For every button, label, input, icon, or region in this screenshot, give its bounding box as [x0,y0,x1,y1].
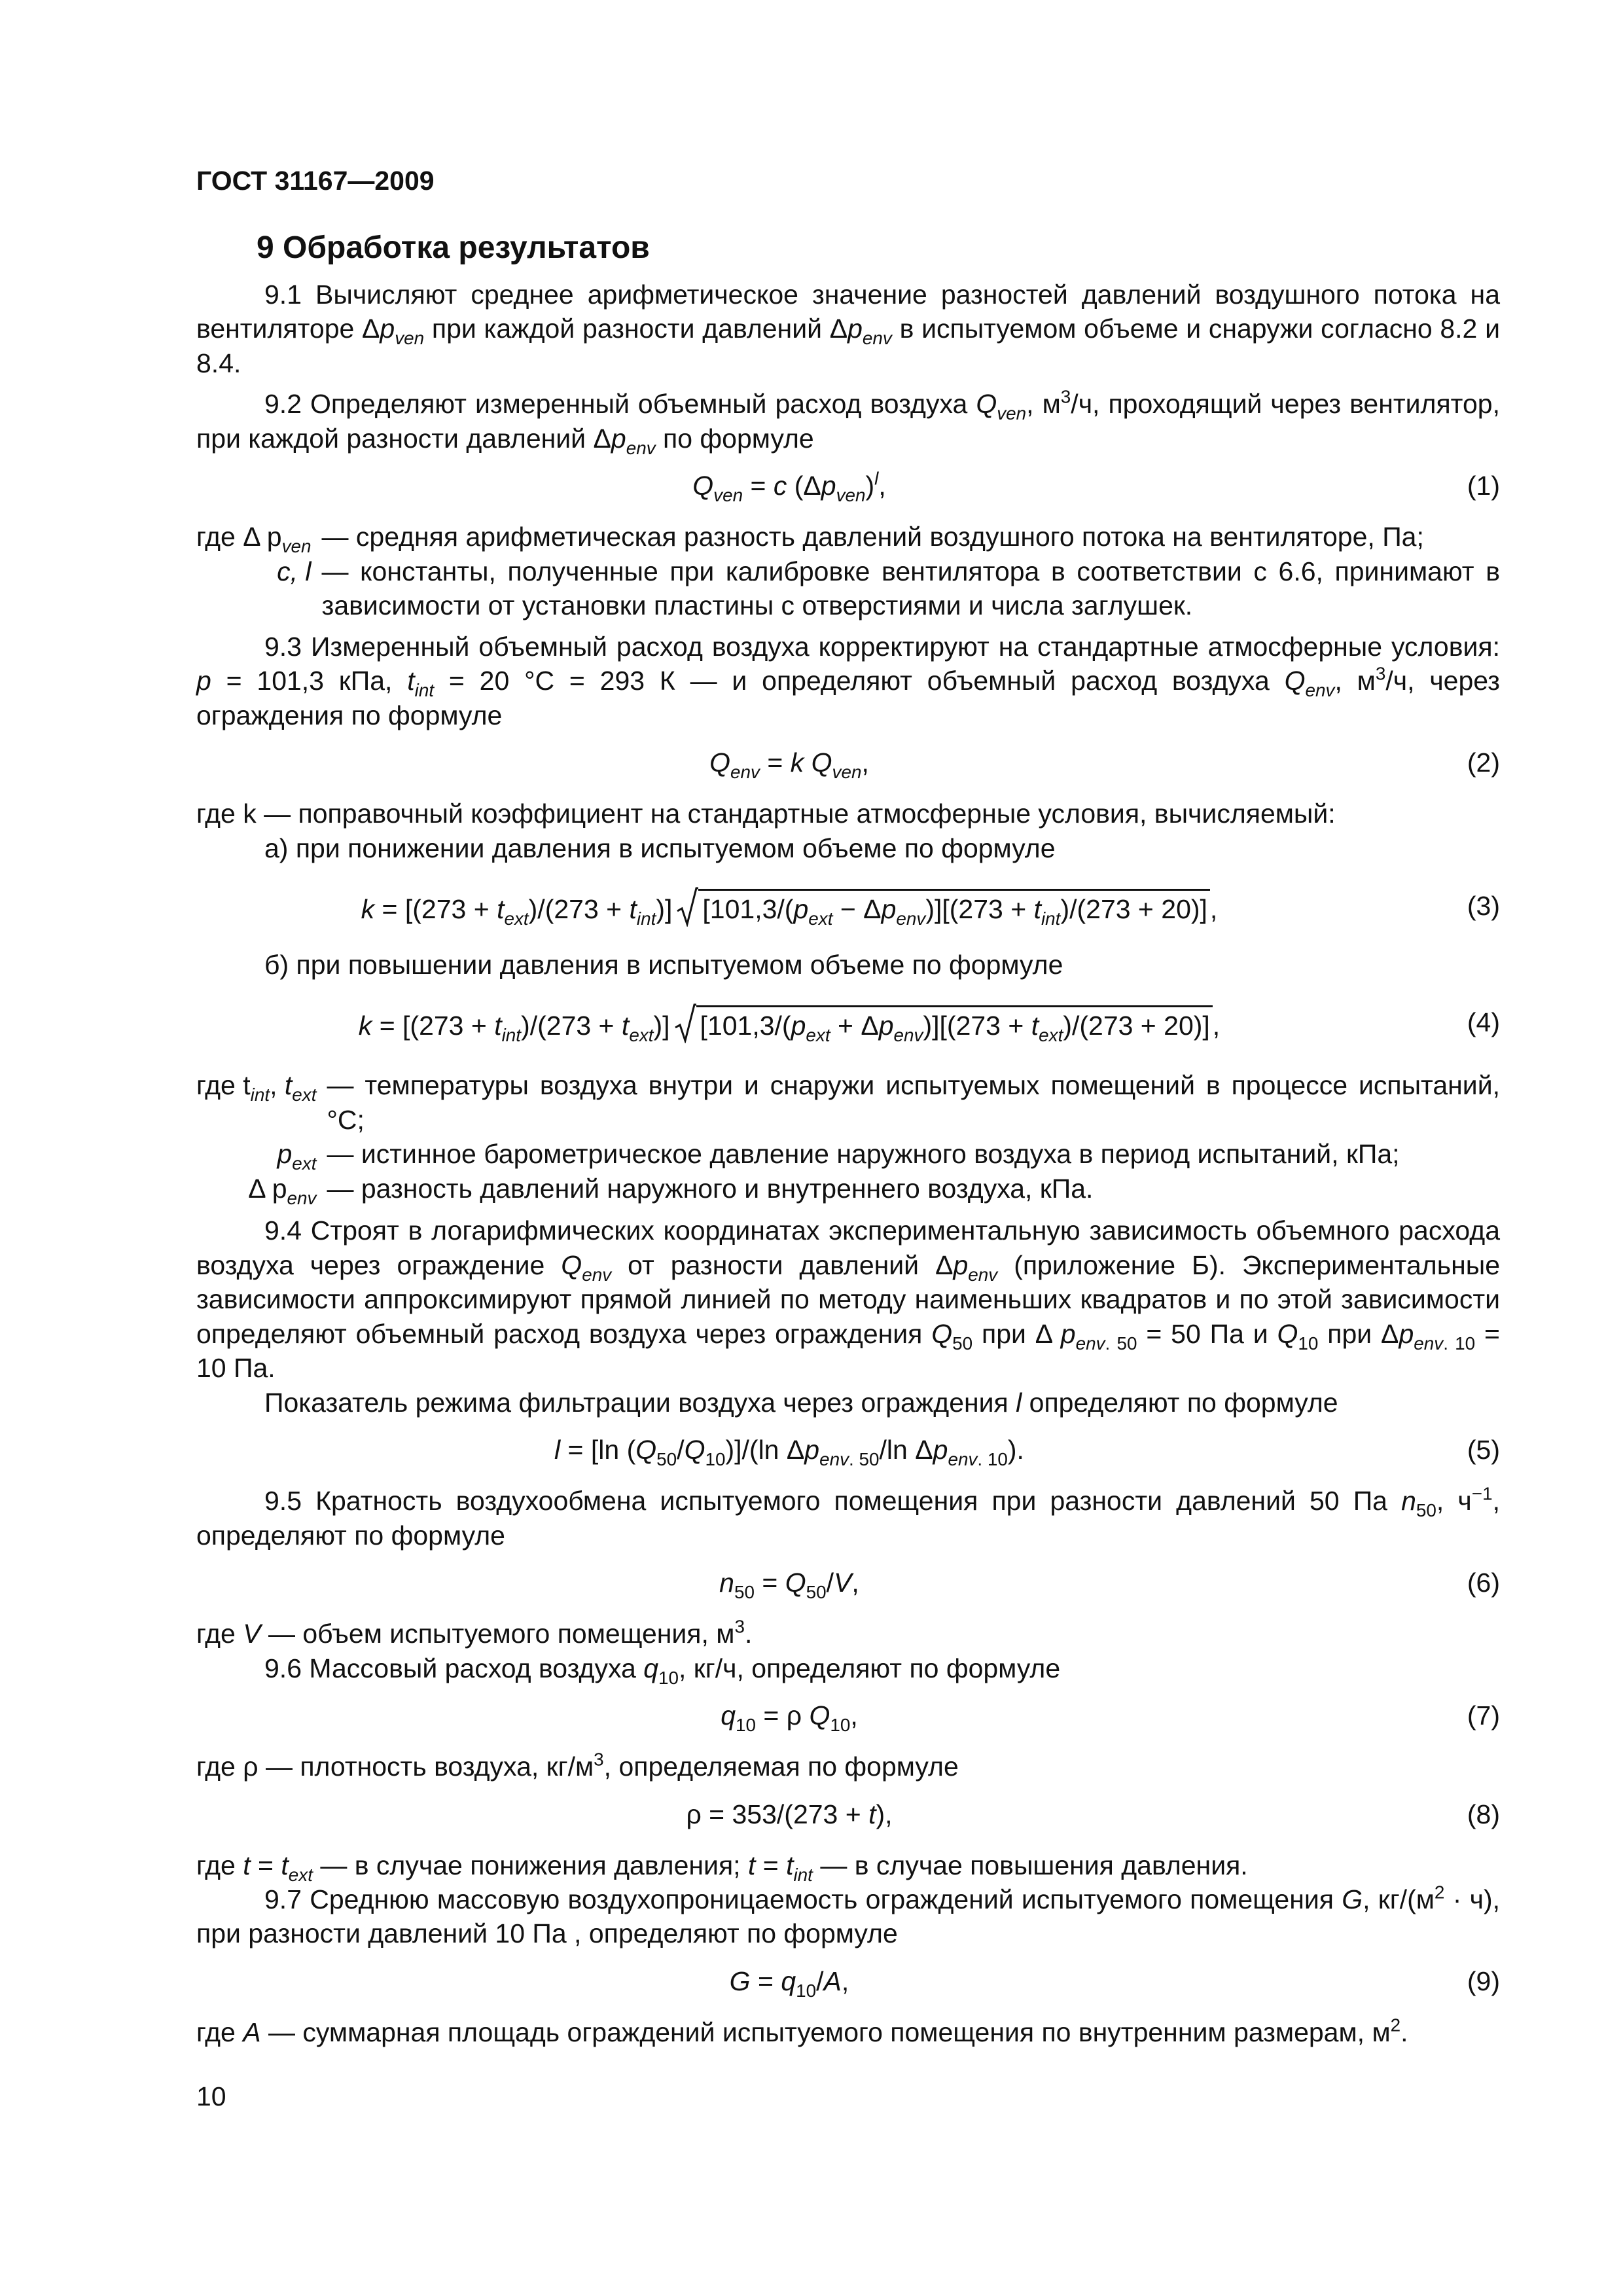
formula-2-number: (2) [1467,747,1500,778]
definition-term: $p_{ext}$ [277,1139,317,1174]
definitions-2 [196,1068,1500,1206]
paragraph-9-1: 9.1 Вычисляют среднее арифметическое значение разностей давлений воздушного потока на вентиляторе $\Delta p_{ven}$ при каждой разности давлений $\Delta p_{env}$ в испытуемом объеме и снаружи согласно 8.2 и 8.4. [196,279,1500,378]
definition-term: где $t_{int}$, $t_{ext}$ [196,1070,317,1105]
formula-5-number: (5) [1467,1435,1500,1465]
definitions-1 [196,520,1500,622]
formula-9 [196,1956,1500,2010]
formula-8-number: (8) [1467,1799,1500,1829]
formula-1-expression: $Q_{ven} = c$ $(\Delta p_{ven})^l$, [692,468,886,505]
formula-6 [196,1558,1500,1611]
paragraph-case-b: б) при повышении давления в испытуемом объеме по формуле [264,950,1063,980]
definition-desc: — средняя арифметическая разность давлений воздушного потока на вентиляторе, Па; [321,522,1424,552]
paragraph-k: где k — поправочный коэффициент на стандартные атмосферные условия, вычисляемый: [196,798,1336,829]
section-title: 9 Обработка результатов [257,230,650,266]
paragraph-density: где ρ — плотность воздуха, $кг/м^3$, определяемая по формуле [196,1749,959,1782]
formula-7-expression: $q_{10} = \rho$ $Q_{10}$, [721,1700,858,1735]
formula-2-expression: $Q_{env} = k$ $Q_{ven}$, [709,747,869,782]
formula-5-expression: l = [ln $(Q_{50}/Q_{10})]/(\ln$ $\Delta p_{env. 50}/\ln$ $\Delta p_{env. 10}$). [554,1435,1024,1469]
formula-5 [196,1425,1500,1479]
sqrt-sign: $[101,3/(p_{ext} - \Delta p_{env})][(273 + t_{int})/(273 + 20)]$ [676,889,1210,926]
paragraph-9-5: 9.5 Кратность воздухообмена испытуемого помещения при разности давлений 50 Па $n_{50}$, $ч^{-1}$, определяют по формуле [196,1483,1500,1551]
definition-desc: — температуры воздуха внутри и снаружи испытуемых помещений в процессе испытаний, °С; [327,1070,1500,1135]
definition-desc: — разность давлений наружного и внутреннего воздуха, кПа. [327,1173,1094,1204]
formula-3 [196,870,1500,942]
definition-desc: — константы, полученные при калибровке вентилятора в соответствии с 6.6, принимают в зависимости от установки пластины с отверстиями и числа заглушек. [321,556,1500,621]
formula-8 [196,1789,1500,1843]
paragraph-filtration: Показатель режима фильтрации воздуха через ограждения l определяют по формуле [264,1387,1338,1418]
definition-term: Δ $p_{env}$ [248,1173,317,1208]
paragraph-9-3: 9.3 Измеренный объемный расход воздуха корректируют на стандартные атмосферные условия: p = 101,3 кПа, $t_{int} = 20$ °С = 293 К — и определяют объемный расход воздуха $Q_{env}$, $м^3/ч$, через ограждения по формуле [196,631,1500,730]
paragraph-9-6: 9.6 Массовый расход воздуха $q_{10}$, кг/ч, определяют по формуле [264,1653,1061,1688]
paragraph-9-2: 9.2 Определяют измеренный объемный расход воздуха $Q_{ven}$, $м^3/ч$, проходящий через вентилятор, при каждой разности давлений $\Delta p_{env}$ по формуле [196,386,1500,458]
standard-code: ГОСТ 31167—2009 [196,166,435,196]
paragraph-temperature: где $t = t_{ext}$ — в случае понижения давления; $t = t_{int}$ — в случае повышения давления. [196,1850,1248,1885]
formula-7 [196,1691,1500,1744]
formula-4 [196,987,1500,1059]
definition-term: где Δ $p_{ven}$ [196,522,312,556]
formula-9-expression: $G = q_{10}/A$, [729,1965,849,2001]
formula-2 [196,738,1500,791]
formula-8-expression: ρ = 353/(273 + t), [686,1799,893,1829]
formula-1 [196,461,1500,514]
definition-desc: — истинное барометрическое давление наружного воздуха в период испытаний, кПа; [327,1139,1400,1170]
paragraph-case-a: а) при понижении давления в испытуемом объеме по формуле [264,833,1056,863]
formula-7-number: (7) [1467,1700,1500,1731]
formula-1-number: (1) [1467,471,1500,501]
formula-6-expression: $n_{50} = Q_{50}/V$, [719,1568,859,1602]
paragraph-9-7: 9.7 Среднюю массовую воздухопроницаемость ограждений испытуемого помещения G, $кг/(м^2 \cdot ч)$, при разности давлений 10 Па , определяют по формуле [196,1882,1501,1949]
paragraph-area: где A — суммарная площадь ограждений испытуемого помещения по внутренним размерам, $м^2$. [196,2015,1408,2047]
formula-9-number: (9) [1467,1965,1500,1996]
formula-3-expression: $k = [(273 + t_{ext})/(273 + t_{int})]$ $[101,3/(p_{ext} - \Delta p_{env})][(273 + t_{int})/(273 + 20)]$, [196,889,1382,926]
sqrt-sign: $[101,3/(p_{ext} + \Delta p_{env})][(273 + t_{ext})/(273 + 20)]$ [674,1005,1213,1043]
definition-term: c, l [277,556,312,586]
paragraph-volume: где V — объем испытуемого помещения, $м^3$. [196,1616,753,1649]
formula-3-number: (3) [1467,891,1500,921]
document-page [196,164,1500,2049]
formula-6-number: (6) [1467,1568,1500,1598]
paragraph-9-4: 9.4 Строят в логарифмических координатах экспериментальную зависимость объемного расхода воздуха через ограждение $Q_{env}$ от разности давлений $\Delta p_{env}$ (приложение Б). Экспериментальные зависимости аппроксимируют прямой линией по методу наименьших квадратов и по этой зависимости определяют объемный расход воздуха через ограждения $Q_{50}$ при Δ $p_{env. 50} = 50$ Па и $Q_{10}$ при $\Delta p_{env. 10} = 10$ Па. [196,1215,1500,1384]
page-number: 10 [196,2081,226,2111]
formula-4-number: (4) [1467,1007,1500,1038]
formula-4-expression: $k = [(273 + t_{int})/(273 + t_{ext})]$ $[101,3/(p_{ext} + \Delta p_{env})][(273 + t_{ext})/(273 + 20)]$, [196,1005,1382,1043]
